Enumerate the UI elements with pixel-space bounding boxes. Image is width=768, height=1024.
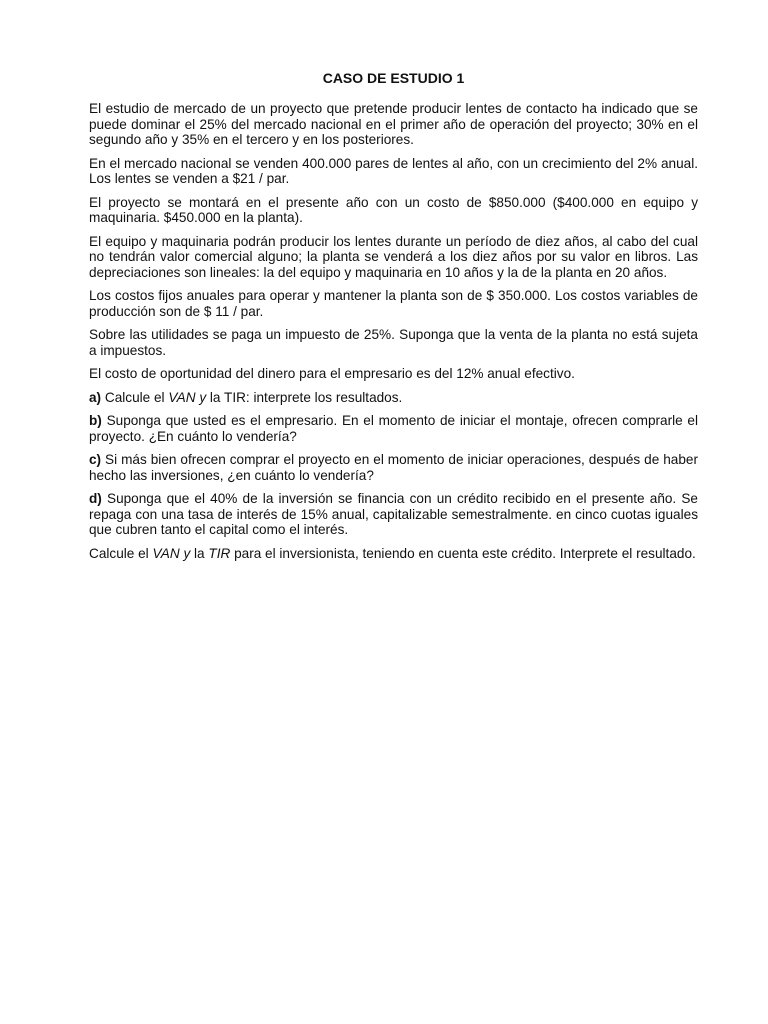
- question-a: [89, 390, 698, 406]
- question-b-text: Suponga que usted es el empresario. En el momento de iniciar el montaje, ofrecen comprarle el proyecto. ¿En cuánto lo vendería?: [89, 413, 698, 444]
- paragraph-investment-cost: El proyecto se montará en el presente año con un costo de $850.000 ($400.000 en equipo y maquinaria. $450.000 en la planta).: [89, 194, 698, 225]
- paragraph-fixed-costs: Los costos fijos anuales para operar y mantener la planta son de $ 350.000. Los costos variables de producción son de $ 11 / par.: [89, 288, 698, 319]
- question-b-label: b): [89, 413, 102, 428]
- paragraph-taxes: Sobre las utilidades se paga un impuesto de 25%. Suponga que la venta de la planta no está sujeta a impuestos.: [89, 327, 698, 358]
- paragraph-opportunity-cost: El costo de oportunidad del dinero para el empresario es del 12% anual efectivo.: [89, 366, 575, 381]
- paragraph-national-market: En el mercado nacional se venden 400.000 pares de lentes al año, con un crecimiento del 2% anual. Los lentes se venden a $21 / par.: [89, 155, 698, 186]
- question-a-text-1: Calcule el: [101, 389, 169, 405]
- question-c-label: c): [89, 452, 102, 467]
- question-a-text-2: la TIR: interprete los resultados.: [206, 389, 403, 405]
- final-van: VAN y: [152, 545, 191, 561]
- question-d-label: d): [89, 491, 102, 506]
- document-title: CASO DE ESTUDIO 1: [322, 70, 465, 86]
- question-c: [89, 452, 698, 483]
- question-d: [89, 491, 698, 538]
- question-a-van: VAN y: [168, 389, 207, 405]
- final-instruction: [89, 546, 698, 562]
- final-text-2: la: [190, 545, 209, 561]
- question-a-label: a): [89, 389, 102, 405]
- paragraph-equipment-life: El equipo y maquinaria podrán producir los lentes durante un período de diez años, al cabo del cual no tendrán valor comercial alguno; la planta se venderá a los diez años por su valor en libros. Las depreciaciones son lineales: la del equipo y maquinaria en 10 años y la de la planta en 20 años.: [89, 233, 698, 280]
- question-c-text: Si más bien ofrecen comprar el proyecto en el momento de iniciar operaciones, después de haber hecho las inversiones, ¿en cuánto lo vendería?: [89, 452, 698, 483]
- final-tir: TIR: [208, 545, 231, 561]
- question-b: [89, 413, 698, 444]
- final-text-3: para el inversionista, teniendo en cuenta este crédito. Interprete el resultado.: [230, 545, 696, 561]
- paragraph-market-study: El estudio de mercado de un proyecto que pretende producir lentes de contacto ha indicado que se puede dominar el 25% del mercado nacional en el primer año de operación del proyecto; 30% en el segundo año y 35% en el tercero y en los posteriores.: [89, 101, 698, 147]
- final-text-1: Calcule el: [89, 545, 153, 561]
- question-d-text: Suponga que el 40% de la inversión se financia con un crédito recibido en el presente año. Se repaga con una tasa de interés de 15% anual, capitalizable semestralmente. en cinco cuotas iguales que cubren tanto el capital como el interés.: [89, 491, 698, 537]
- document-content: [89, 70, 698, 569]
